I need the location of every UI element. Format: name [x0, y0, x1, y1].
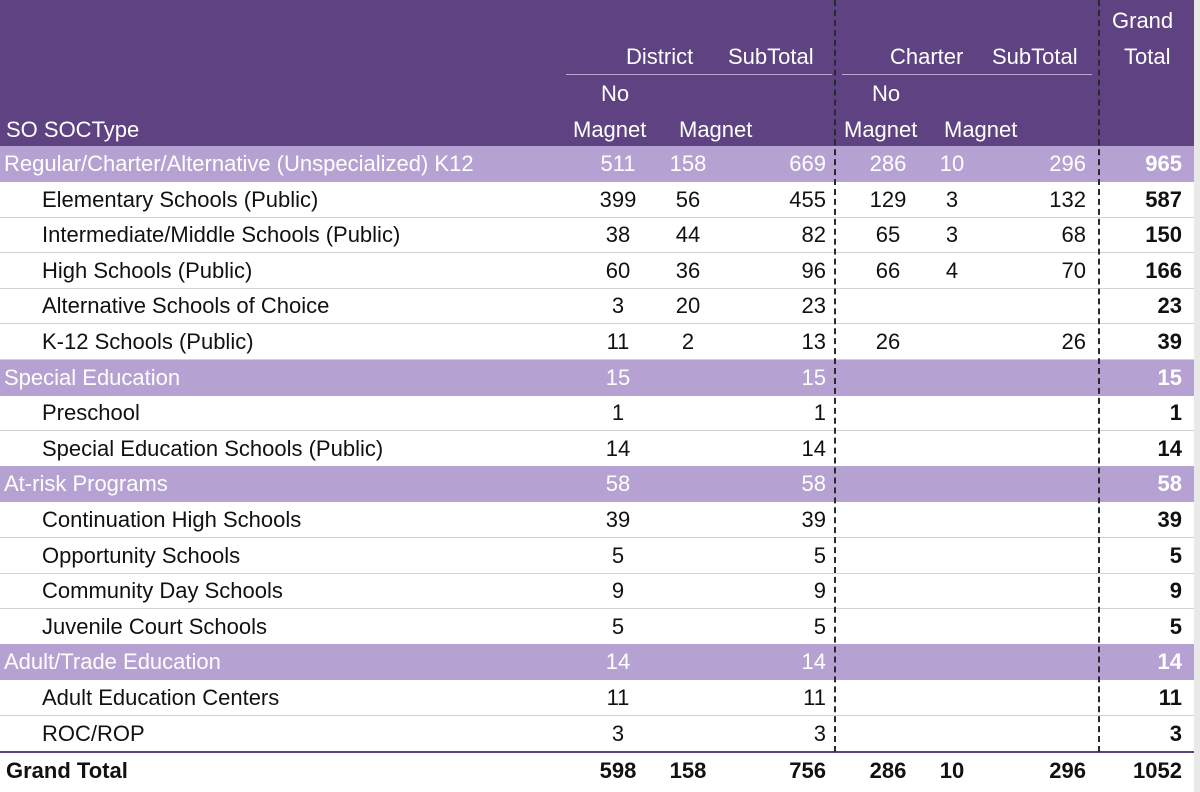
- grand-total-cell: 14: [1157, 649, 1182, 674]
- district-subtotal-cell: 5: [813, 543, 826, 568]
- grand-total-cell: 166: [1145, 258, 1182, 283]
- charter-subtotal-cell: 132: [1049, 187, 1086, 212]
- charter-subtotal-cell: [990, 466, 1086, 502]
- charter-magnet-cell: [912, 644, 992, 680]
- charter-magnet-cell: [912, 431, 992, 467]
- district-magnet-cell: 2: [681, 329, 695, 354]
- district-subtotal-cell: 15: [801, 365, 826, 390]
- row-label: Intermediate/Middle Schools (Public): [42, 222, 401, 247]
- district-no-magnet-cell: 9: [611, 578, 625, 603]
- charter-subtotal-cell: 70: [1061, 258, 1086, 283]
- charter-header: Charter: [890, 44, 964, 69]
- grand-total-cell: 150: [1145, 222, 1182, 247]
- district-subtotal-cell: 13: [801, 329, 826, 354]
- charter-magnet-cell: [912, 538, 992, 574]
- charter-no-magnet-cell: 286: [869, 758, 907, 783]
- charter-subtotal-cell: [990, 644, 1086, 680]
- charter-magnet-cell: 10: [939, 151, 965, 176]
- charter-magnet-cell: [912, 395, 992, 431]
- charter-subtotal-cell: [990, 360, 1086, 396]
- charter-column-divider: [1098, 0, 1100, 752]
- grand-total-cell: 587: [1145, 187, 1182, 212]
- grand-total-cell: 23: [1157, 293, 1182, 318]
- category-row: [0, 360, 1200, 396]
- district-subtotal-cell: 58: [801, 471, 826, 496]
- district-subtotal-cell: 756: [789, 758, 826, 783]
- charter-subtotal-cell: [990, 288, 1086, 324]
- grand-total-cell: 39: [1157, 507, 1182, 532]
- charter-subtotal-cell: [990, 538, 1086, 574]
- row-label: Adult/Trade Education: [4, 649, 221, 674]
- grand-total-header-line1: Grand: [1112, 8, 1174, 33]
- district-subtotal-cell: 11: [803, 685, 826, 710]
- charter-magnet-cell: [912, 680, 992, 716]
- district-magnet-cell: 56: [675, 187, 701, 212]
- district-magnet-cell: [648, 538, 728, 574]
- district-subtotal-cell: 82: [801, 222, 826, 247]
- row-label: Juvenile Court Schools: [42, 614, 268, 639]
- district-no-magnet-cell: 3: [611, 293, 625, 318]
- charter-no-magnet-cell: 129: [869, 187, 907, 212]
- district-no-magnet-cell: 1: [611, 400, 625, 425]
- district-no-magnet-cell: 60: [605, 258, 631, 283]
- table-row: [0, 609, 1200, 645]
- category-row: [0, 644, 1200, 680]
- category-row: [0, 146, 1200, 182]
- district-no-magnet-cell: 38: [605, 222, 631, 247]
- district-subtotal-cell: 455: [789, 187, 826, 212]
- district-subtotal-cell: 9: [813, 578, 826, 603]
- district-magnet-cell: [648, 644, 728, 680]
- district-subtotal-cell: 3: [813, 721, 826, 746]
- charter-magnet-cell: [912, 324, 992, 360]
- grand-total-cell: 9: [1169, 578, 1182, 603]
- table-row: [0, 716, 1200, 752]
- charter-no-magnet-header-line1: No: [872, 81, 901, 106]
- grand-total-cell: 1: [1169, 400, 1182, 425]
- district-no-magnet-cell: 39: [605, 507, 631, 532]
- district-no-magnet-cell: 511: [600, 151, 636, 176]
- row-label: ROC/ROP: [42, 721, 145, 746]
- grand-total-cell: 14: [1157, 436, 1182, 461]
- charter-subtotal-cell: [990, 395, 1086, 431]
- table-row: [0, 502, 1200, 538]
- row-label-header: SO SOCType: [6, 117, 140, 142]
- district-no-magnet-header-line2: Magnet: [573, 117, 647, 142]
- grand-total-cell: 1052: [1133, 758, 1182, 783]
- district-group-underline: [566, 74, 832, 75]
- charter-magnet-cell: [912, 716, 992, 752]
- charter-magnet-cell: [912, 502, 992, 538]
- district-no-magnet-header-line1: No: [601, 81, 630, 106]
- district-no-magnet-cell: 3: [611, 721, 625, 746]
- district-no-magnet-cell: 399: [599, 187, 637, 212]
- table-row: [0, 395, 1200, 431]
- row-label: Elementary Schools (Public): [42, 187, 319, 212]
- district-magnet-cell: 158: [669, 758, 707, 783]
- district-subtotal-header: SubTotal: [728, 44, 814, 69]
- charter-subtotal-cell: 296: [1049, 151, 1086, 176]
- charter-no-magnet-cell: 26: [875, 329, 901, 354]
- district-magnet-cell: [648, 431, 728, 467]
- charter-no-magnet-cell: 65: [875, 222, 901, 247]
- row-label: Alternative Schools of Choice: [42, 293, 330, 318]
- table-row: [0, 538, 1200, 574]
- district-no-magnet-cell: 15: [605, 365, 631, 390]
- table-row: [0, 324, 1200, 360]
- district-column-divider: [834, 0, 836, 752]
- row-label: Opportunity Schools: [42, 543, 241, 568]
- district-magnet-cell: 36: [675, 258, 701, 283]
- table-row: [0, 573, 1200, 609]
- charter-magnet-cell: 4: [945, 258, 959, 283]
- charter-no-magnet-cell: 66: [875, 258, 901, 283]
- table-row: [0, 182, 1200, 218]
- district-no-magnet-cell: 598: [599, 758, 637, 783]
- row-label: Preschool: [42, 400, 140, 425]
- district-no-magnet-cell: 14: [605, 649, 631, 674]
- district-magnet-cell: [648, 573, 728, 609]
- category-row: [0, 466, 1200, 502]
- district-no-magnet-cell: 11: [606, 685, 630, 710]
- district-subtotal-cell: 5: [813, 614, 826, 639]
- grand-total-cell: 965: [1145, 151, 1182, 176]
- district-subtotal-cell: 14: [801, 649, 826, 674]
- district-no-magnet-cell: 5: [611, 614, 625, 639]
- district-no-magnet-cell: 14: [605, 436, 631, 461]
- grand-total-cell: 3: [1169, 721, 1182, 746]
- charter-group-underline: [842, 74, 1092, 75]
- charter-magnet-cell: [912, 573, 992, 609]
- right-edge: [1194, 0, 1200, 792]
- charter-magnet-cell: 10: [939, 758, 965, 783]
- district-subtotal-cell: 14: [801, 436, 826, 461]
- charter-magnet-header: Magnet: [944, 117, 1018, 142]
- table-row: [0, 680, 1200, 716]
- district-magnet-cell: 44: [675, 222, 701, 247]
- charter-subtotal-cell: [990, 431, 1086, 467]
- district-subtotal-cell: 23: [801, 293, 826, 318]
- district-magnet-header: Magnet: [679, 117, 753, 142]
- table-row: [0, 431, 1200, 467]
- row-label: K-12 Schools (Public): [42, 329, 254, 354]
- district-magnet-cell: [648, 395, 728, 431]
- district-magnet-cell: [648, 502, 728, 538]
- charter-magnet-cell: 3: [945, 187, 959, 212]
- charter-no-magnet-cell: 286: [869, 151, 907, 176]
- row-label: Community Day Schools: [42, 578, 283, 603]
- district-no-magnet-cell: 58: [605, 471, 631, 496]
- charter-subtotal-cell: [990, 502, 1086, 538]
- district-subtotal-cell: 669: [789, 151, 826, 176]
- row-label: Grand Total: [6, 758, 128, 783]
- grand-total-cell: 15: [1157, 365, 1182, 390]
- row-label: Special Education: [4, 365, 181, 390]
- charter-magnet-cell: [912, 609, 992, 645]
- table-row: [0, 217, 1200, 253]
- charter-subtotal-header: SubTotal: [992, 44, 1078, 69]
- charter-magnet-cell: [912, 360, 992, 396]
- district-no-magnet-cell: 11: [606, 329, 630, 354]
- district-magnet-cell: [648, 466, 728, 502]
- district-magnet-cell: 158: [669, 151, 707, 176]
- charter-subtotal-cell: [990, 716, 1086, 752]
- district-header: District: [626, 44, 694, 69]
- table-row: [0, 253, 1200, 289]
- district-subtotal-cell: 96: [801, 258, 826, 283]
- charter-magnet-cell: 3: [945, 222, 959, 247]
- charter-subtotal-cell: 68: [1061, 222, 1086, 247]
- row-label: Regular/Charter/Alternative (Unspecialized) K12: [4, 151, 474, 176]
- charter-no-magnet-header-line2: Magnet: [844, 117, 918, 142]
- table-header: [0, 0, 1200, 146]
- district-magnet-cell: 20: [675, 293, 701, 318]
- row-label: High Schools (Public): [42, 258, 253, 283]
- district-no-magnet-cell: 5: [611, 543, 625, 568]
- grand-total-row: [0, 751, 1200, 787]
- grand-total-cell: 11: [1158, 685, 1182, 710]
- district-magnet-cell: [648, 360, 728, 396]
- grand-total-cell: 39: [1157, 329, 1182, 354]
- charter-magnet-cell: [912, 466, 992, 502]
- grand-total-header-line2: Total: [1124, 44, 1171, 69]
- charter-subtotal-cell: [990, 573, 1086, 609]
- charter-subtotal-cell: [990, 609, 1086, 645]
- row-label: Adult Education Centers: [42, 685, 280, 710]
- grand-total-cell: 5: [1169, 543, 1182, 568]
- charter-subtotal-cell: [990, 680, 1086, 716]
- grand-total-cell: 58: [1157, 471, 1182, 496]
- row-label: Continuation High Schools: [42, 507, 302, 532]
- grand-total-cell: 5: [1169, 614, 1182, 639]
- district-magnet-cell: [648, 680, 728, 716]
- district-magnet-cell: [648, 716, 728, 752]
- district-magnet-cell: [648, 609, 728, 645]
- row-label: At-risk Programs: [4, 471, 168, 496]
- table-row: [0, 288, 1200, 324]
- district-subtotal-cell: 39: [801, 507, 826, 532]
- charter-subtotal-cell: 26: [1061, 329, 1086, 354]
- district-subtotal-cell: 1: [813, 400, 826, 425]
- charter-magnet-cell: [912, 288, 992, 324]
- charter-subtotal-cell: 296: [1049, 758, 1086, 783]
- row-label: Special Education Schools (Public): [42, 436, 384, 461]
